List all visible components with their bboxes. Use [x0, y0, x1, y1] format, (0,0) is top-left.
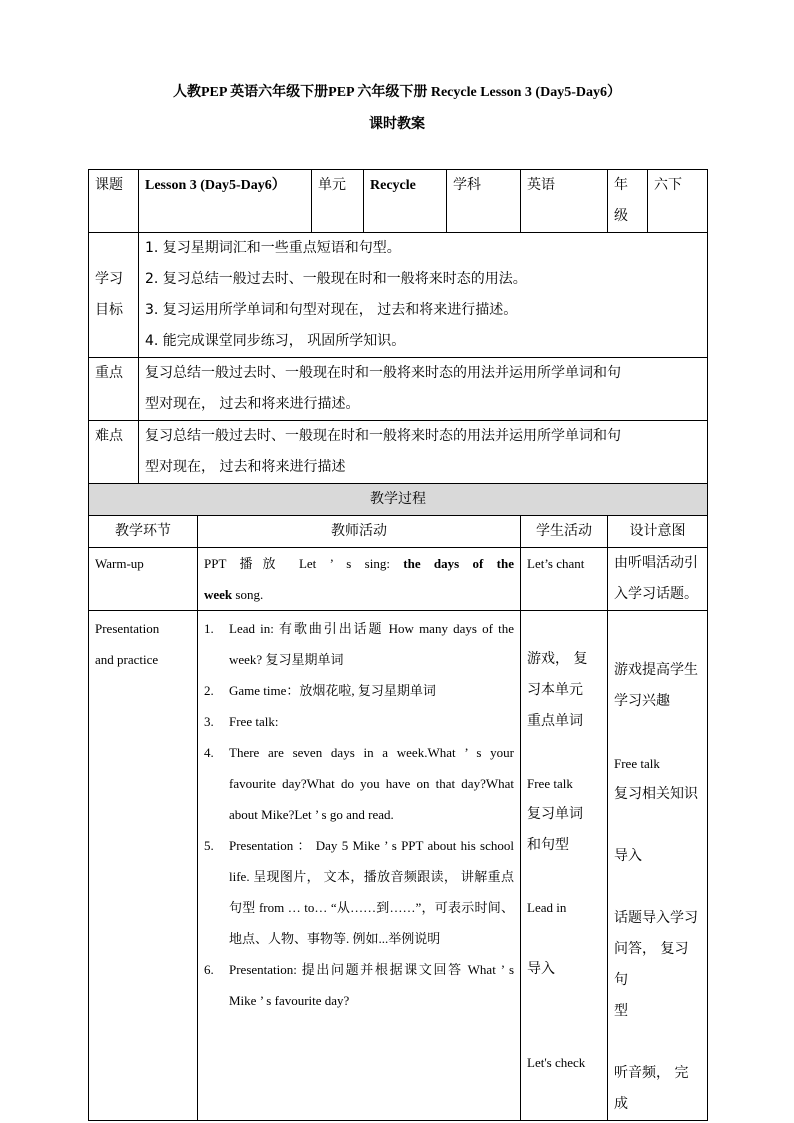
intent-line: 问答， 复习句 — [614, 941, 689, 988]
topic-value: Lesson 3 (Day5-Day6） — [139, 170, 312, 233]
warmup-song-title-part2: week — [204, 587, 233, 602]
warmup-teacher-line1 — [204, 548, 514, 579]
warmup-teacher-post: song. — [232, 587, 264, 602]
spacer — [527, 923, 601, 954]
teacher-step — [204, 737, 514, 830]
teacher-steps-list — [204, 613, 514, 1016]
spacer — [614, 872, 701, 903]
grade-label: 年级 — [608, 170, 648, 233]
col-teacher: 教师活动 — [198, 516, 521, 548]
goals-label-line1: 学习 — [95, 271, 123, 287]
lesson-plan-table — [88, 169, 708, 1121]
intent-line: 听音频， 完成 — [614, 1065, 689, 1112]
key-points-label: 重点 — [89, 358, 139, 421]
presentation-stage-line2: and practice — [95, 652, 159, 667]
student-activity-line: 复习单词 — [527, 806, 583, 822]
goal-item: 3. 复习运用所学单词和句型对现在， 过去和将来进行描述。 — [145, 302, 518, 318]
document-title: 人教PEP 英语六年级下册PEP 六年级下册 Recycle Lesson 3 (Day5-Day6） — [173, 85, 621, 100]
step-number: 3. — [204, 714, 214, 729]
difficulties-label: 难点 — [89, 421, 139, 484]
step-number: 1. — [204, 621, 214, 636]
step-number: 2. — [204, 683, 214, 698]
unit-label: 单元 — [312, 170, 364, 233]
topic-label: 课题 — [89, 170, 139, 233]
warmup-intent — [608, 548, 708, 611]
process-header: 教学过程 — [89, 484, 708, 516]
teacher-step — [204, 954, 514, 1016]
key-points-content — [139, 358, 708, 421]
intent-line: 型 — [614, 1003, 628, 1019]
presentation-stage — [89, 611, 198, 1121]
step-text: There are seven days in a week.What ’ s your favourite day?What do you have on that day?What about Mike?Let ’ s go and read. — [229, 745, 514, 822]
presentation-student — [521, 611, 608, 1121]
step-text: Game time：放烟花啦, 复习星期单词 — [229, 683, 436, 698]
warmup-row — [89, 548, 708, 611]
goals-label-line2: 目标 — [95, 302, 123, 318]
warmup-teacher-pre: PPT 播放 Let ’ s sing: — [204, 556, 404, 571]
grade-value: 六下 — [648, 170, 708, 233]
warmup-teacher-line2 — [204, 579, 514, 610]
step-text: Presentation: 提出问题并根据课文回答 What ’ s Mike ’ s favourite day? — [229, 962, 514, 1008]
warmup-teacher — [198, 548, 521, 611]
spacer — [527, 737, 601, 768]
spacer — [527, 861, 601, 892]
key-points-row — [89, 358, 708, 421]
student-activity-line: 重点单词 — [527, 713, 583, 729]
document-subtitle: 课时教案 — [369, 117, 425, 132]
warmup-intent-line2: 入学习话题。 — [614, 586, 698, 602]
warmup-intent-line1: 由听唱活动引 — [614, 555, 698, 571]
key-points-line2: 型对现在， 过去和将来进行描述。 — [145, 396, 360, 412]
presentation-teacher — [198, 611, 521, 1121]
col-intent: 设计意图 — [608, 516, 708, 548]
teacher-step — [204, 675, 514, 706]
difficulties-line1: 复习总结一般过去时、一般现在时和一般将来时态的用法并运用所学单词和句 — [145, 428, 621, 444]
intent-line: 学习兴趣 — [614, 693, 670, 709]
step-number: 4. — [204, 745, 214, 760]
subject-value: 英语 — [521, 170, 608, 233]
step-text: Free talk: — [229, 714, 279, 729]
key-points-line1: 复习总结一般过去时、一般现在时和一般将来时态的用法并运用所学单词和句 — [145, 365, 621, 381]
spacer — [527, 985, 601, 1047]
student-activity-line: 和句型 — [527, 837, 569, 853]
step-text: Presentation ： Day 5 Mike ’ s PPT about his school life. 呈现图片， 文本，播放音频跟读， 讲解重点句型 from … to… “从……到……”，可表示时间、地点、人物、事物等. 例如...举例说明 — [229, 838, 514, 946]
presentation-stage-line1: Presentation — [95, 621, 160, 636]
student-activity-line: 导入 — [527, 961, 555, 977]
goals-content — [139, 233, 708, 358]
warmup-student: Let’s chant — [521, 548, 608, 611]
goal-item: 4. 能完成课堂同步练习， 巩固所学知识。 — [145, 333, 406, 349]
intent-line: 复习相关知识 — [614, 786, 698, 802]
difficulties-row — [89, 421, 708, 484]
spacer — [614, 810, 701, 841]
teacher-step — [204, 706, 514, 737]
subject-label: 学科 — [447, 170, 521, 233]
teacher-step — [204, 613, 514, 675]
student-activity-line: 游戏， 复 — [527, 651, 588, 667]
goal-item: 1. 复习星期词汇和一些重点短语和句型。 — [145, 240, 401, 256]
warmup-song-title-part1: the days of the — [403, 556, 515, 571]
spacer — [614, 717, 701, 748]
student-activity-line: Lead in — [527, 900, 567, 915]
goals-row — [89, 233, 708, 358]
student-activity-line: 习本单元 — [527, 682, 583, 698]
intent-line: Free talk — [614, 756, 660, 771]
unit-value: Recycle — [364, 170, 447, 233]
step-number: 6. — [204, 962, 214, 977]
difficulties-content — [139, 421, 708, 484]
student-activity-line: Free talk — [527, 776, 573, 791]
process-header-row — [89, 484, 708, 516]
difficulties-line2: 型对现在， 过去和将来进行描述 — [145, 459, 346, 475]
info-row — [89, 170, 708, 233]
spacer — [614, 1027, 701, 1058]
step-text: Lead in: 有歌曲引出话题 How many days of the week? 复习星期单词 — [229, 621, 514, 667]
presentation-row — [89, 611, 708, 1121]
warmup-stage: Warm-up — [89, 548, 198, 611]
intent-line: 游戏提高学生 — [614, 662, 698, 678]
col-stage: 教学环节 — [89, 516, 198, 548]
intent-line: 导入 — [614, 848, 642, 864]
presentation-intent — [608, 611, 708, 1121]
student-activity-line: Let's check — [527, 1055, 586, 1070]
intent-line: 话题导入学习 — [614, 910, 698, 926]
goal-item: 2. 复习总结一般过去时、一般现在时和一般将来时态的用法。 — [145, 271, 527, 287]
process-columns-row — [89, 516, 708, 548]
col-student: 学生活动 — [521, 516, 608, 548]
step-number: 5. — [204, 838, 214, 853]
goals-label — [89, 233, 139, 358]
teacher-step — [204, 830, 514, 954]
